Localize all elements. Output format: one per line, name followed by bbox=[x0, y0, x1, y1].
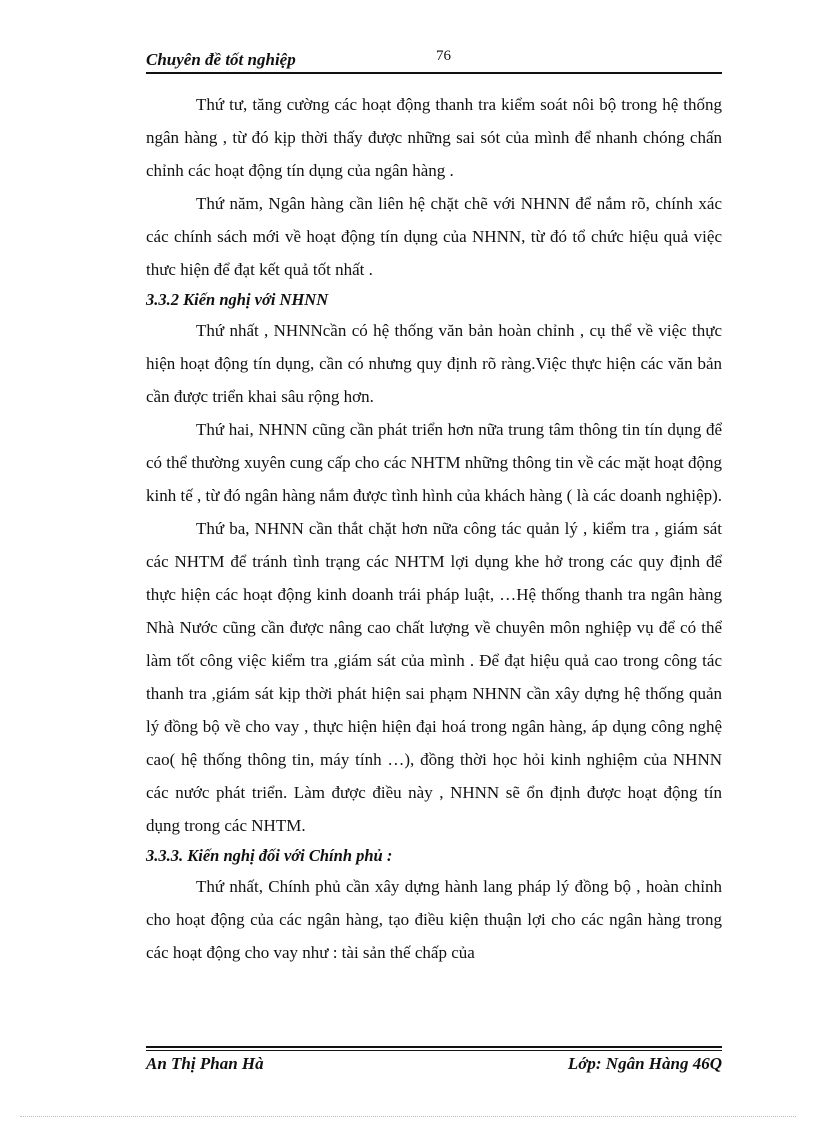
page-number: 76 bbox=[436, 48, 451, 64]
footer-class: Lớp: Ngân Hàng 46Q bbox=[567, 1054, 722, 1073]
page-footer bbox=[146, 1046, 722, 1086]
footer-author: An Thị Phan Hà bbox=[146, 1054, 264, 1073]
paragraph-nhnn-thu-hai: Thứ hai, NHNN cũng cần phát triển hơn nữa trung tâm thông tin tín dụng để có thể thường xuyên cung cấp cho các NHTM những thông tin về các mặt hoạt động kinh tế , từ đó ngân hàng nắm được tình hình của khách hàng ( là các doanh nghiệp). bbox=[146, 420, 722, 505]
page-bottom-dotted-line bbox=[20, 1116, 796, 1117]
paragraph-nhnn-thu-ba: Thứ ba, NHNN cần thắt chặt hơn nữa công tác quản lý , kiểm tra , giám sát các NHTM để tránh tình trạng các NHTM lợi dụng khe hở trong các quy định để thực hiện các hoạt động kinh doanh trái pháp luật, …Hệ thống thanh tra ngân hàng Nhà Nước cũng cần được nâng cao chất lượng về chuyên môn nghiệp vụ để có thể làm tốt công việc kiểm tra ,giám sát của mình . Để đạt hiệu quả cao trong công tác thanh tra ,giám sát kịp thời phát hiện sai phạm NHNN cần xây dựng hệ thống quản lý đồng bộ về cho vay , thực hiện hiện đại hoá trong ngân hàng, áp dụng công nghệ cao( hệ thống thông tin, máy tính …), đồng thời học hỏi kinh nghiệm của NHNN các nước phát triển. Làm được điều này , NHNN sẽ ổn định được hoạt động tín dụng trong các NHTM. bbox=[146, 519, 722, 835]
paragraph-chinh-phu-thu-nhat: Thứ nhất, Chính phủ cần xây dựng hành lang pháp lý đồng bộ , hoàn chỉnh cho hoạt động của các ngân hàng, tạo điều kiện thuận lợi cho các ngân hàng trong các hoạt động cho vay như : tài sản thế chấp của bbox=[146, 877, 722, 962]
header-rule bbox=[146, 72, 722, 74]
footer-rule bbox=[146, 1046, 722, 1048]
header-title: Chuyên đề tốt nghiệp bbox=[146, 50, 296, 69]
paragraph-thu-tu: Thứ tư, tăng cường các hoạt động thanh tra kiểm soát nôi bộ trong hệ thống ngân hàng , từ đó kịp thời thấy được những sai sót của mình để nhanh chóng chấn chỉnh các hoạt động tín dụng của ngân hàng . bbox=[146, 95, 722, 180]
section-heading-3-3-2: 3.3.2 Kiến nghị với NHNN bbox=[146, 290, 329, 309]
paragraph-nhnn-thu-nhat: Thứ nhất , NHNNcần có hệ thống văn bản hoàn chỉnh , cụ thể về việc thực hiện hoạt động tín dụng, cần có nhưng quy định rõ ràng.Việc thực hiện các văn bản cần được triển khai sâu rộng hơn. bbox=[146, 321, 722, 406]
page-header bbox=[146, 46, 722, 74]
section-heading-3-3-3: 3.3.3. Kiến nghị đối với Chính phủ : bbox=[146, 846, 393, 865]
document-body bbox=[146, 88, 722, 969]
paragraph-thu-nam: Thứ năm, Ngân hàng cần liên hệ chặt chẽ với NHNN để nắm rõ, chính xác các chính sách mới về hoạt động tín dụng của NHNN, từ đó tổ chức hiệu quả việc thưc hiện để đạt kết quả tốt nhất . bbox=[146, 194, 722, 279]
footer-rule-thin bbox=[146, 1050, 722, 1051]
